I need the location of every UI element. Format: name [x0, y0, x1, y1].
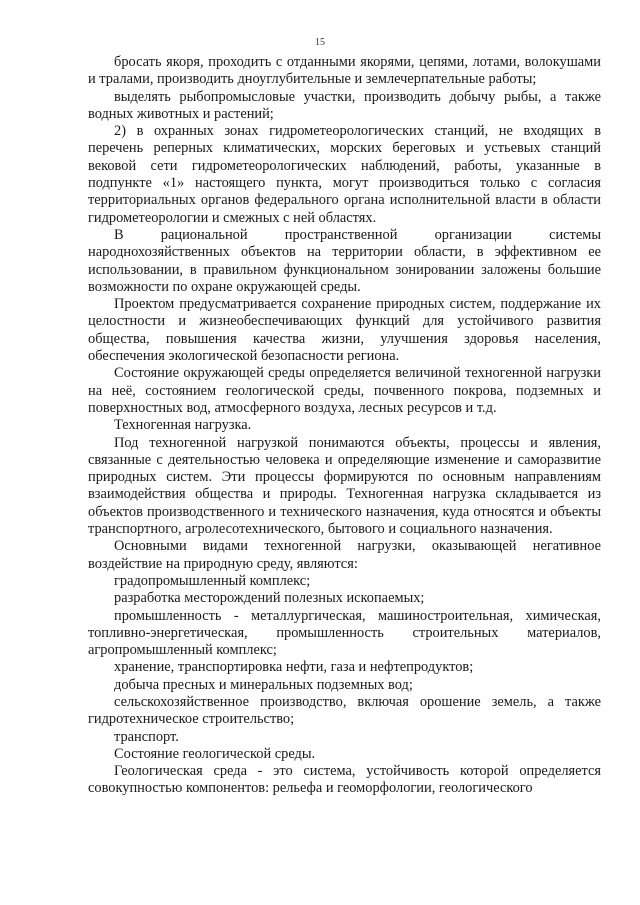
paragraph: выделять рыбопромысловые участки, производить добычу рыбы, а также водных животных и растений;: [88, 88, 601, 122]
list-item: разработка месторождений полезных ископаемых;: [114, 590, 425, 607]
section-heading: Состояние геологической среды.: [114, 745, 316, 762]
paragraph: бросать якоря, проходить с отданными якорями, цепями, лотами, волокушами и тралами, производить дноуглубительные и землечерпательные работы;: [88, 54, 601, 88]
list-item: хранение, транспортировка нефти, газа и нефтепродуктов;: [114, 659, 474, 676]
paragraph: Геологическая среда - это система, устойчивость которой определяется совокупностью компонентов: рельефа и геоморфологии, геологического: [88, 763, 601, 797]
paragraph: 2) в охранных зонах гидрометеорологических станций, не входящих в перечень реперных климатических, морских береговых и устьевых станций вековой сети гидрометеорологических наблюдений, работы, указанные в подпункте «1» настоящего пункта, могут производиться только с согласия территориальных органов федерального органа исполнительной власти в области гидрометеорологии и смежных с ней областях.: [88, 123, 601, 226]
paragraph: Основными видами техногенной нагрузки, оказывающей негативное воздействие на природную среду, являются:: [88, 538, 601, 572]
paragraph: Состояние окружающей среды определяется величиной техногенной нагрузки на неё, состоянием геологической среды, почвенного покрова, подземных и поверхностных вод, атмосферного воздуха, лесных ресурсов и т.д.: [88, 365, 601, 416]
paragraph: Под техногенной нагрузкой понимаются объекты, процессы и явления, связанные с деятельностью человека и определяющие изменение и саморазвитие природных систем. Эти процессы формируются по основным направлениям взаимодействия общества и природы. Техногенная нагрузка складывается из объектов производственного и технического назначения, куда относятся и объекты транспортного, агролесотехнического, бытового и социального назначения.: [88, 434, 601, 538]
list-item: добыча пресных и минеральных подземных вод;: [114, 676, 413, 693]
list-item: промышленность - металлургическая, машиностроительная, химическая, топливно-энергетическая, промышленность строительных материалов, агропромышленный комплекс;: [88, 607, 601, 659]
paragraph: В рациональной пространственной организации системы народнохозяйственных объектов на территории области, в эффективном ее использовании, в правильном функциональном зонировании заложены большие возможности по охране окружающей среды.: [88, 226, 601, 295]
section-heading: Техногенная нагрузка.: [114, 417, 252, 434]
document-body: [88, 54, 601, 798]
page-number: 15: [315, 37, 325, 48]
list-item: сельскохозяйственное производство, включая орошение земель, а также гидротехническое строительство;: [88, 693, 601, 728]
list-item: транспорт.: [114, 728, 179, 745]
paragraph: Проектом предусматривается сохранение природных систем, поддержание их целостности и жизнеобеспечивающих функций для устойчивого развития общества, повышения качества жизни, улучшения здоровья населения, обеспечения экологической безопасности региона.: [88, 296, 601, 365]
list-item: градопромышленный комплекс;: [114, 572, 311, 589]
